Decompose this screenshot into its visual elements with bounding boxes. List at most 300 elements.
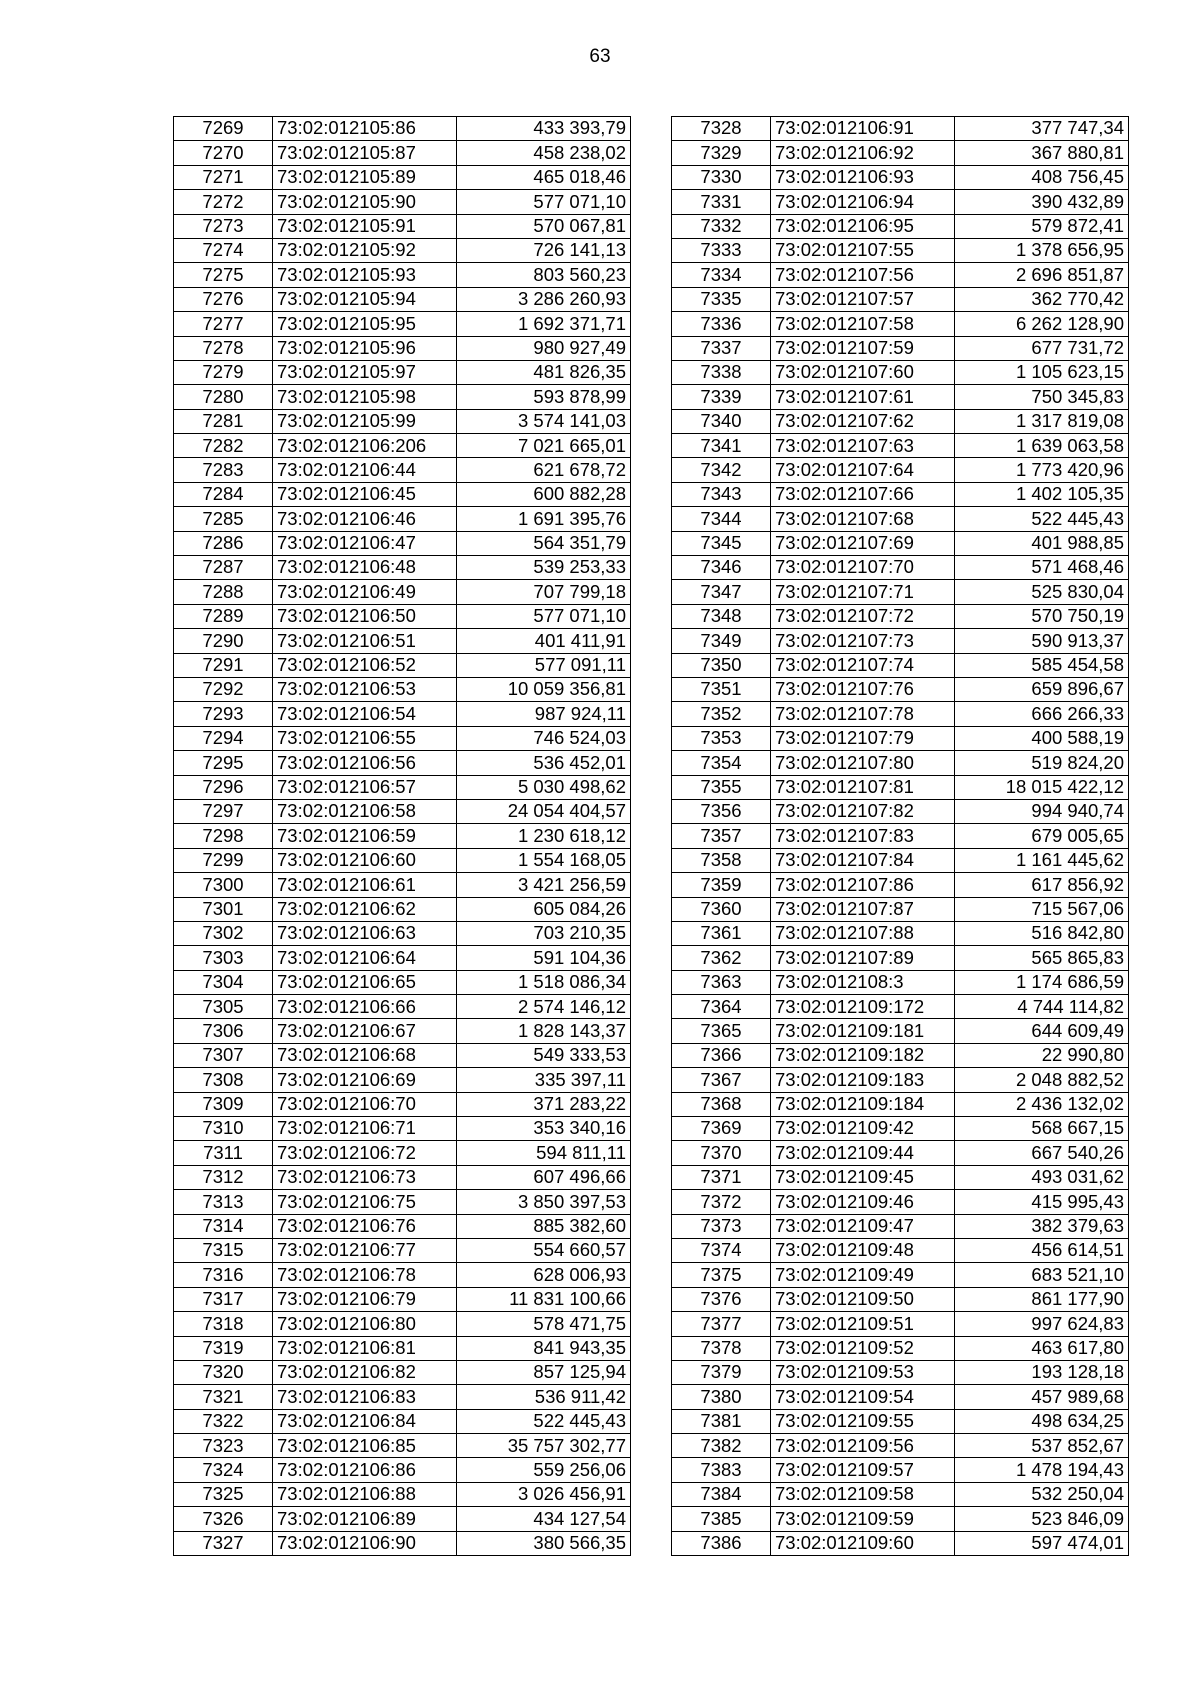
table-row: [174, 1117, 631, 1141]
row-number: 7345: [672, 531, 771, 555]
table-row: [672, 1092, 1129, 1116]
cadastral-number: 73:02:012106:52: [273, 653, 457, 677]
row-number: 7367: [672, 1068, 771, 1092]
cadastral-value: 644 609,49: [955, 1019, 1129, 1043]
cadastral-value: 456 614,51: [955, 1238, 1129, 1262]
table-row: [174, 312, 631, 336]
cadastral-value: 577 071,10: [457, 190, 631, 214]
cadastral-number: 73:02:012109:47: [771, 1214, 955, 1238]
row-number: 7364: [672, 995, 771, 1019]
table-row: [174, 336, 631, 360]
table-row: [174, 1531, 631, 1555]
cadastral-value: 564 351,79: [457, 531, 631, 555]
row-number: 7315: [174, 1238, 273, 1262]
cadastral-number: 73:02:012106:49: [273, 580, 457, 604]
cadastral-number: 73:02:012109:50: [771, 1287, 955, 1311]
cadastral-number: 73:02:012109:51: [771, 1312, 955, 1336]
cadastral-number: 73:02:012105:90: [273, 190, 457, 214]
row-number: 7318: [174, 1312, 273, 1336]
row-number: 7270: [174, 141, 273, 165]
cadastral-number: 73:02:012107:55: [771, 238, 955, 262]
cadastral-value: 401 411,91: [457, 629, 631, 653]
table-row: [174, 1068, 631, 1092]
cadastral-value: 7 021 665,01: [457, 434, 631, 458]
cadastral-value: 667 540,26: [955, 1141, 1129, 1165]
table-row: [174, 1507, 631, 1531]
cadastral-value: 1 639 063,58: [955, 434, 1129, 458]
cadastral-number: 73:02:012106:45: [273, 482, 457, 506]
cadastral-number: 73:02:012107:81: [771, 775, 955, 799]
cadastral-value: 519 824,20: [955, 751, 1129, 775]
cadastral-value: 703 210,35: [457, 921, 631, 945]
cadastral-number: 73:02:012106:60: [273, 848, 457, 872]
table-row: [174, 799, 631, 823]
row-number: 7328: [672, 117, 771, 141]
table-row: [174, 824, 631, 848]
cadastral-table-right: [671, 116, 1129, 1556]
cadastral-number: 73:02:012109:44: [771, 1141, 955, 1165]
table-row: [174, 702, 631, 726]
cadastral-number: 73:02:012106:79: [273, 1287, 457, 1311]
cadastral-number: 73:02:012106:63: [273, 921, 457, 945]
row-number: 7378: [672, 1336, 771, 1360]
cadastral-value: 746 524,03: [457, 726, 631, 750]
cadastral-number: 73:02:012106:53: [273, 677, 457, 701]
row-number: 7280: [174, 385, 273, 409]
row-number: 7335: [672, 287, 771, 311]
table-row: [174, 1165, 631, 1189]
cadastral-value: 434 127,54: [457, 1507, 631, 1531]
table-row: [174, 1092, 631, 1116]
cadastral-value: 380 566,35: [457, 1531, 631, 1555]
table-row: [672, 1287, 1129, 1311]
cadastral-number: 73:02:012107:61: [771, 385, 955, 409]
row-number: 7348: [672, 604, 771, 628]
row-number: 7290: [174, 629, 273, 653]
cadastral-number: 73:02:012106:90: [273, 1531, 457, 1555]
cadastral-number: 73:02:012107:73: [771, 629, 955, 653]
table-row: [672, 336, 1129, 360]
cadastral-value: 193 128,18: [955, 1360, 1129, 1384]
row-number: 7276: [174, 287, 273, 311]
row-number: 7292: [174, 677, 273, 701]
row-number: 7372: [672, 1190, 771, 1214]
row-number: 7288: [174, 580, 273, 604]
cadastral-number: 73:02:012106:64: [273, 946, 457, 970]
cadastral-number: 73:02:012105:92: [273, 238, 457, 262]
cadastral-number: 73:02:012106:82: [273, 1360, 457, 1384]
cadastral-value: 841 943,35: [457, 1336, 631, 1360]
cadastral-value: 571 468,46: [955, 556, 1129, 580]
cadastral-value: 666 266,33: [955, 702, 1129, 726]
row-number: 7333: [672, 238, 771, 262]
cadastral-value: 523 846,09: [955, 1507, 1129, 1531]
row-number: 7362: [672, 946, 771, 970]
row-number: 7336: [672, 312, 771, 336]
cadastral-value: 532 250,04: [955, 1482, 1129, 1506]
cadastral-value: 457 989,68: [955, 1385, 1129, 1409]
row-number: 7300: [174, 873, 273, 897]
table-row: [174, 580, 631, 604]
table-row: [174, 873, 631, 897]
cadastral-value: 10 059 356,81: [457, 677, 631, 701]
cadastral-value: 605 084,26: [457, 897, 631, 921]
cadastral-number: 73:02:012105:93: [273, 263, 457, 287]
cadastral-number: 73:02:012106:89: [273, 1507, 457, 1531]
table-row: [672, 848, 1129, 872]
row-number: 7334: [672, 263, 771, 287]
cadastral-number: 73:02:012109:56: [771, 1434, 955, 1458]
cadastral-value: 493 031,62: [955, 1165, 1129, 1189]
table-row: [672, 946, 1129, 970]
cadastral-number: 73:02:012107:71: [771, 580, 955, 604]
table-row: [174, 165, 631, 189]
cadastral-number: 73:02:012109:60: [771, 1531, 955, 1555]
cadastral-number: 73:02:012106:65: [273, 970, 457, 994]
row-number: 7284: [174, 482, 273, 506]
cadastral-value: 594 811,11: [457, 1141, 631, 1165]
cadastral-number: 73:02:012106:72: [273, 1141, 457, 1165]
table-row: [174, 1482, 631, 1506]
row-number: 7343: [672, 482, 771, 506]
table-row: [672, 556, 1129, 580]
table-row: [174, 287, 631, 311]
row-number: 7311: [174, 1141, 273, 1165]
cadastral-number: 73:02:012105:96: [273, 336, 457, 360]
row-number: 7272: [174, 190, 273, 214]
row-number: 7357: [672, 824, 771, 848]
cadastral-number: 73:02:012106:47: [273, 531, 457, 555]
cadastral-value: 481 826,35: [457, 360, 631, 384]
row-number: 7295: [174, 751, 273, 775]
cadastral-number: 73:02:012107:78: [771, 702, 955, 726]
row-number: 7375: [672, 1263, 771, 1287]
cadastral-number: 73:02:012107:88: [771, 921, 955, 945]
row-number: 7274: [174, 238, 273, 262]
table-row: [672, 238, 1129, 262]
cadastral-value: 1 773 420,96: [955, 458, 1129, 482]
table-row: [672, 434, 1129, 458]
cadastral-value: 1 230 618,12: [457, 824, 631, 848]
table-row: [174, 214, 631, 238]
cadastral-number: 73:02:012107:64: [771, 458, 955, 482]
table-row: [174, 1214, 631, 1238]
cadastral-number: 73:02:012106:91: [771, 117, 955, 141]
cadastral-number: 73:02:012106:56: [273, 751, 457, 775]
table-row: [174, 1385, 631, 1409]
cadastral-number: 73:02:012107:69: [771, 531, 955, 555]
cadastral-number: 73:02:012107:68: [771, 507, 955, 531]
table-row: [672, 287, 1129, 311]
cadastral-number: 73:02:012106:55: [273, 726, 457, 750]
cadastral-value: 1 518 086,34: [457, 970, 631, 994]
table-row: [672, 1190, 1129, 1214]
cadastral-value: 659 896,67: [955, 677, 1129, 701]
cadastral-value: 554 660,57: [457, 1238, 631, 1262]
row-number: 7278: [174, 336, 273, 360]
table-row: [672, 653, 1129, 677]
cadastral-number: 73:02:012106:206: [273, 434, 457, 458]
cadastral-number: 73:02:012105:89: [273, 165, 457, 189]
row-number: 7296: [174, 775, 273, 799]
cadastral-value: 679 005,65: [955, 824, 1129, 848]
cadastral-number: 73:02:012107:58: [771, 312, 955, 336]
cadastral-number: 73:02:012109:53: [771, 1360, 955, 1384]
cadastral-value: 536 911,42: [457, 1385, 631, 1409]
cadastral-value: 498 634,25: [955, 1409, 1129, 1433]
row-number: 7323: [174, 1434, 273, 1458]
row-number: 7299: [174, 848, 273, 872]
cadastral-value: 570 067,81: [457, 214, 631, 238]
row-number: 7275: [174, 263, 273, 287]
cadastral-number: 73:02:012106:62: [273, 897, 457, 921]
cadastral-number: 73:02:012106:75: [273, 1190, 457, 1214]
table-row: [672, 702, 1129, 726]
table-row: [174, 507, 631, 531]
row-number: 7342: [672, 458, 771, 482]
row-number: 7380: [672, 1385, 771, 1409]
row-number: 7294: [174, 726, 273, 750]
table-row: [672, 1336, 1129, 1360]
cadastral-value: 568 667,15: [955, 1117, 1129, 1141]
row-number: 7314: [174, 1214, 273, 1238]
cadastral-value: 353 340,16: [457, 1117, 631, 1141]
cadastral-number: 73:02:012107:72: [771, 604, 955, 628]
cadastral-value: 1 554 168,05: [457, 848, 631, 872]
cadastral-value: 1 174 686,59: [955, 970, 1129, 994]
cadastral-number: 73:02:012106:94: [771, 190, 955, 214]
cadastral-number: 73:02:012107:57: [771, 287, 955, 311]
cadastral-value: 3 286 260,93: [457, 287, 631, 311]
table-row: [672, 165, 1129, 189]
table-row: [672, 1360, 1129, 1384]
row-number: 7370: [672, 1141, 771, 1165]
table-row: [672, 141, 1129, 165]
table-row: [672, 409, 1129, 433]
cadastral-number: 73:02:012109:45: [771, 1165, 955, 1189]
cadastral-value: 803 560,23: [457, 263, 631, 287]
table-row: [672, 312, 1129, 336]
cadastral-value: 539 253,33: [457, 556, 631, 580]
cadastral-number: 73:02:012106:76: [273, 1214, 457, 1238]
cadastral-value: 22 990,80: [955, 1043, 1129, 1067]
row-number: 7350: [672, 653, 771, 677]
table-row: [174, 263, 631, 287]
cadastral-value: 458 238,02: [457, 141, 631, 165]
cadastral-number: 73:02:012106:67: [273, 1019, 457, 1043]
cadastral-value: 18 015 422,12: [955, 775, 1129, 799]
table-row: [672, 775, 1129, 799]
row-number: 7369: [672, 1117, 771, 1141]
table-row: [672, 1043, 1129, 1067]
table-row: [174, 1190, 631, 1214]
row-number: 7332: [672, 214, 771, 238]
cadastral-number: 73:02:012106:95: [771, 214, 955, 238]
row-number: 7354: [672, 751, 771, 775]
table-row: [672, 385, 1129, 409]
row-number: 7271: [174, 165, 273, 189]
cadastral-number: 73:02:012106:84: [273, 1409, 457, 1433]
row-number: 7355: [672, 775, 771, 799]
cadastral-number: 73:02:012109:49: [771, 1263, 955, 1287]
cadastral-value: 2 436 132,02: [955, 1092, 1129, 1116]
table-row: [174, 117, 631, 141]
cadastral-value: 2 048 882,52: [955, 1068, 1129, 1092]
table-row: [672, 214, 1129, 238]
cadastral-value: 683 521,10: [955, 1263, 1129, 1287]
table-row: [672, 458, 1129, 482]
row-number: 7320: [174, 1360, 273, 1384]
row-number: 7305: [174, 995, 273, 1019]
cadastral-value: 857 125,94: [457, 1360, 631, 1384]
cadastral-value: 4 744 114,82: [955, 995, 1129, 1019]
table-row: [672, 629, 1129, 653]
cadastral-value: 593 878,99: [457, 385, 631, 409]
cadastral-number: 73:02:012106:66: [273, 995, 457, 1019]
cadastral-table-left: [173, 116, 631, 1556]
cadastral-number: 73:02:012109:46: [771, 1190, 955, 1214]
row-number: 7327: [174, 1531, 273, 1555]
cadastral-value: 367 880,81: [955, 141, 1129, 165]
table-row: [672, 360, 1129, 384]
cadastral-value: 617 856,92: [955, 873, 1129, 897]
cadastral-number: 73:02:012105:86: [273, 117, 457, 141]
cadastral-number: 73:02:012109:57: [771, 1458, 955, 1482]
row-number: 7376: [672, 1287, 771, 1311]
row-number: 7307: [174, 1043, 273, 1067]
row-number: 7289: [174, 604, 273, 628]
table-row: [672, 1068, 1129, 1092]
cadastral-value: 1 478 194,43: [955, 1458, 1129, 1482]
row-number: 7304: [174, 970, 273, 994]
table-row: [672, 1238, 1129, 1262]
cadastral-value: 577 091,11: [457, 653, 631, 677]
cadastral-value: 537 852,67: [955, 1434, 1129, 1458]
table-row: [174, 1409, 631, 1433]
table-row: [174, 1434, 631, 1458]
cadastral-number: 73:02:012109:59: [771, 1507, 955, 1531]
cadastral-number: 73:02:012108:3: [771, 970, 955, 994]
cadastral-value: 1 692 371,71: [457, 312, 631, 336]
table-row: [174, 970, 631, 994]
row-number: 7269: [174, 117, 273, 141]
row-number: 7321: [174, 1385, 273, 1409]
table-row: [672, 190, 1129, 214]
cadastral-number: 73:02:012107:87: [771, 897, 955, 921]
cadastral-number: 73:02:012105:91: [273, 214, 457, 238]
cadastral-value: 585 454,58: [955, 653, 1129, 677]
row-number: 7359: [672, 873, 771, 897]
row-number: 7281: [174, 409, 273, 433]
table-row: [174, 604, 631, 628]
row-number: 7298: [174, 824, 273, 848]
row-number: 7319: [174, 1336, 273, 1360]
cadastral-value: 35 757 302,77: [457, 1434, 631, 1458]
cadastral-value: 433 393,79: [457, 117, 631, 141]
row-number: 7371: [672, 1165, 771, 1189]
row-number: 7340: [672, 409, 771, 433]
table-row: [174, 751, 631, 775]
cadastral-number: 73:02:012107:74: [771, 653, 955, 677]
table-row: [672, 1482, 1129, 1506]
cadastral-number: 73:02:012106:80: [273, 1312, 457, 1336]
cadastral-number: 73:02:012107:80: [771, 751, 955, 775]
table-row: [672, 1531, 1129, 1555]
row-number: 7353: [672, 726, 771, 750]
cadastral-number: 73:02:012106:68: [273, 1043, 457, 1067]
cadastral-number: 73:02:012106:71: [273, 1117, 457, 1141]
table-row: [174, 1238, 631, 1262]
row-number: 7360: [672, 897, 771, 921]
row-number: 7303: [174, 946, 273, 970]
row-number: 7312: [174, 1165, 273, 1189]
row-number: 7310: [174, 1117, 273, 1141]
cadastral-number: 73:02:012109:48: [771, 1238, 955, 1262]
cadastral-value: 371 283,22: [457, 1092, 631, 1116]
table-row: [174, 1019, 631, 1043]
table-row: [672, 117, 1129, 141]
cadastral-value: 525 830,04: [955, 580, 1129, 604]
cadastral-number: 73:02:012107:79: [771, 726, 955, 750]
cadastral-number: 73:02:012107:59: [771, 336, 955, 360]
cadastral-number: 73:02:012106:58: [273, 799, 457, 823]
table-row: [174, 238, 631, 262]
cadastral-number: 73:02:012105:95: [273, 312, 457, 336]
cadastral-value: 2 696 851,87: [955, 263, 1129, 287]
table-row: [174, 677, 631, 701]
row-number: 7383: [672, 1458, 771, 1482]
row-number: 7337: [672, 336, 771, 360]
row-number: 7373: [672, 1214, 771, 1238]
cadastral-value: 401 988,85: [955, 531, 1129, 555]
table-row: [672, 1214, 1129, 1238]
cadastral-value: 382 379,63: [955, 1214, 1129, 1238]
table-row: [174, 848, 631, 872]
table-row: [174, 434, 631, 458]
cadastral-value: 1 691 395,76: [457, 507, 631, 531]
row-number: 7341: [672, 434, 771, 458]
cadastral-value: 997 624,83: [955, 1312, 1129, 1336]
row-number: 7331: [672, 190, 771, 214]
row-number: 7291: [174, 653, 273, 677]
cadastral-number: 73:02:012109:182: [771, 1043, 955, 1067]
row-number: 7379: [672, 1360, 771, 1384]
cadastral-value: 463 617,80: [955, 1336, 1129, 1360]
table-row: [174, 629, 631, 653]
row-number: 7346: [672, 556, 771, 580]
row-number: 7279: [174, 360, 273, 384]
cadastral-number: 73:02:012106:44: [273, 458, 457, 482]
table-row: [174, 482, 631, 506]
row-number: 7382: [672, 1434, 771, 1458]
cadastral-value: 577 071,10: [457, 604, 631, 628]
cadastral-value: 1 828 143,37: [457, 1019, 631, 1043]
table-row: [174, 531, 631, 555]
cadastral-number: 73:02:012109:55: [771, 1409, 955, 1433]
table-row: [174, 1336, 631, 1360]
table-row: [672, 507, 1129, 531]
row-number: 7322: [174, 1409, 273, 1433]
cadastral-number: 73:02:012107:89: [771, 946, 955, 970]
row-number: 7374: [672, 1238, 771, 1262]
cadastral-value: 362 770,42: [955, 287, 1129, 311]
cadastral-number: 73:02:012105:87: [273, 141, 457, 165]
row-number: 7313: [174, 1190, 273, 1214]
table-row: [672, 1165, 1129, 1189]
cadastral-value: 3 026 456,91: [457, 1482, 631, 1506]
cadastral-value: 549 333,53: [457, 1043, 631, 1067]
row-number: 7363: [672, 970, 771, 994]
